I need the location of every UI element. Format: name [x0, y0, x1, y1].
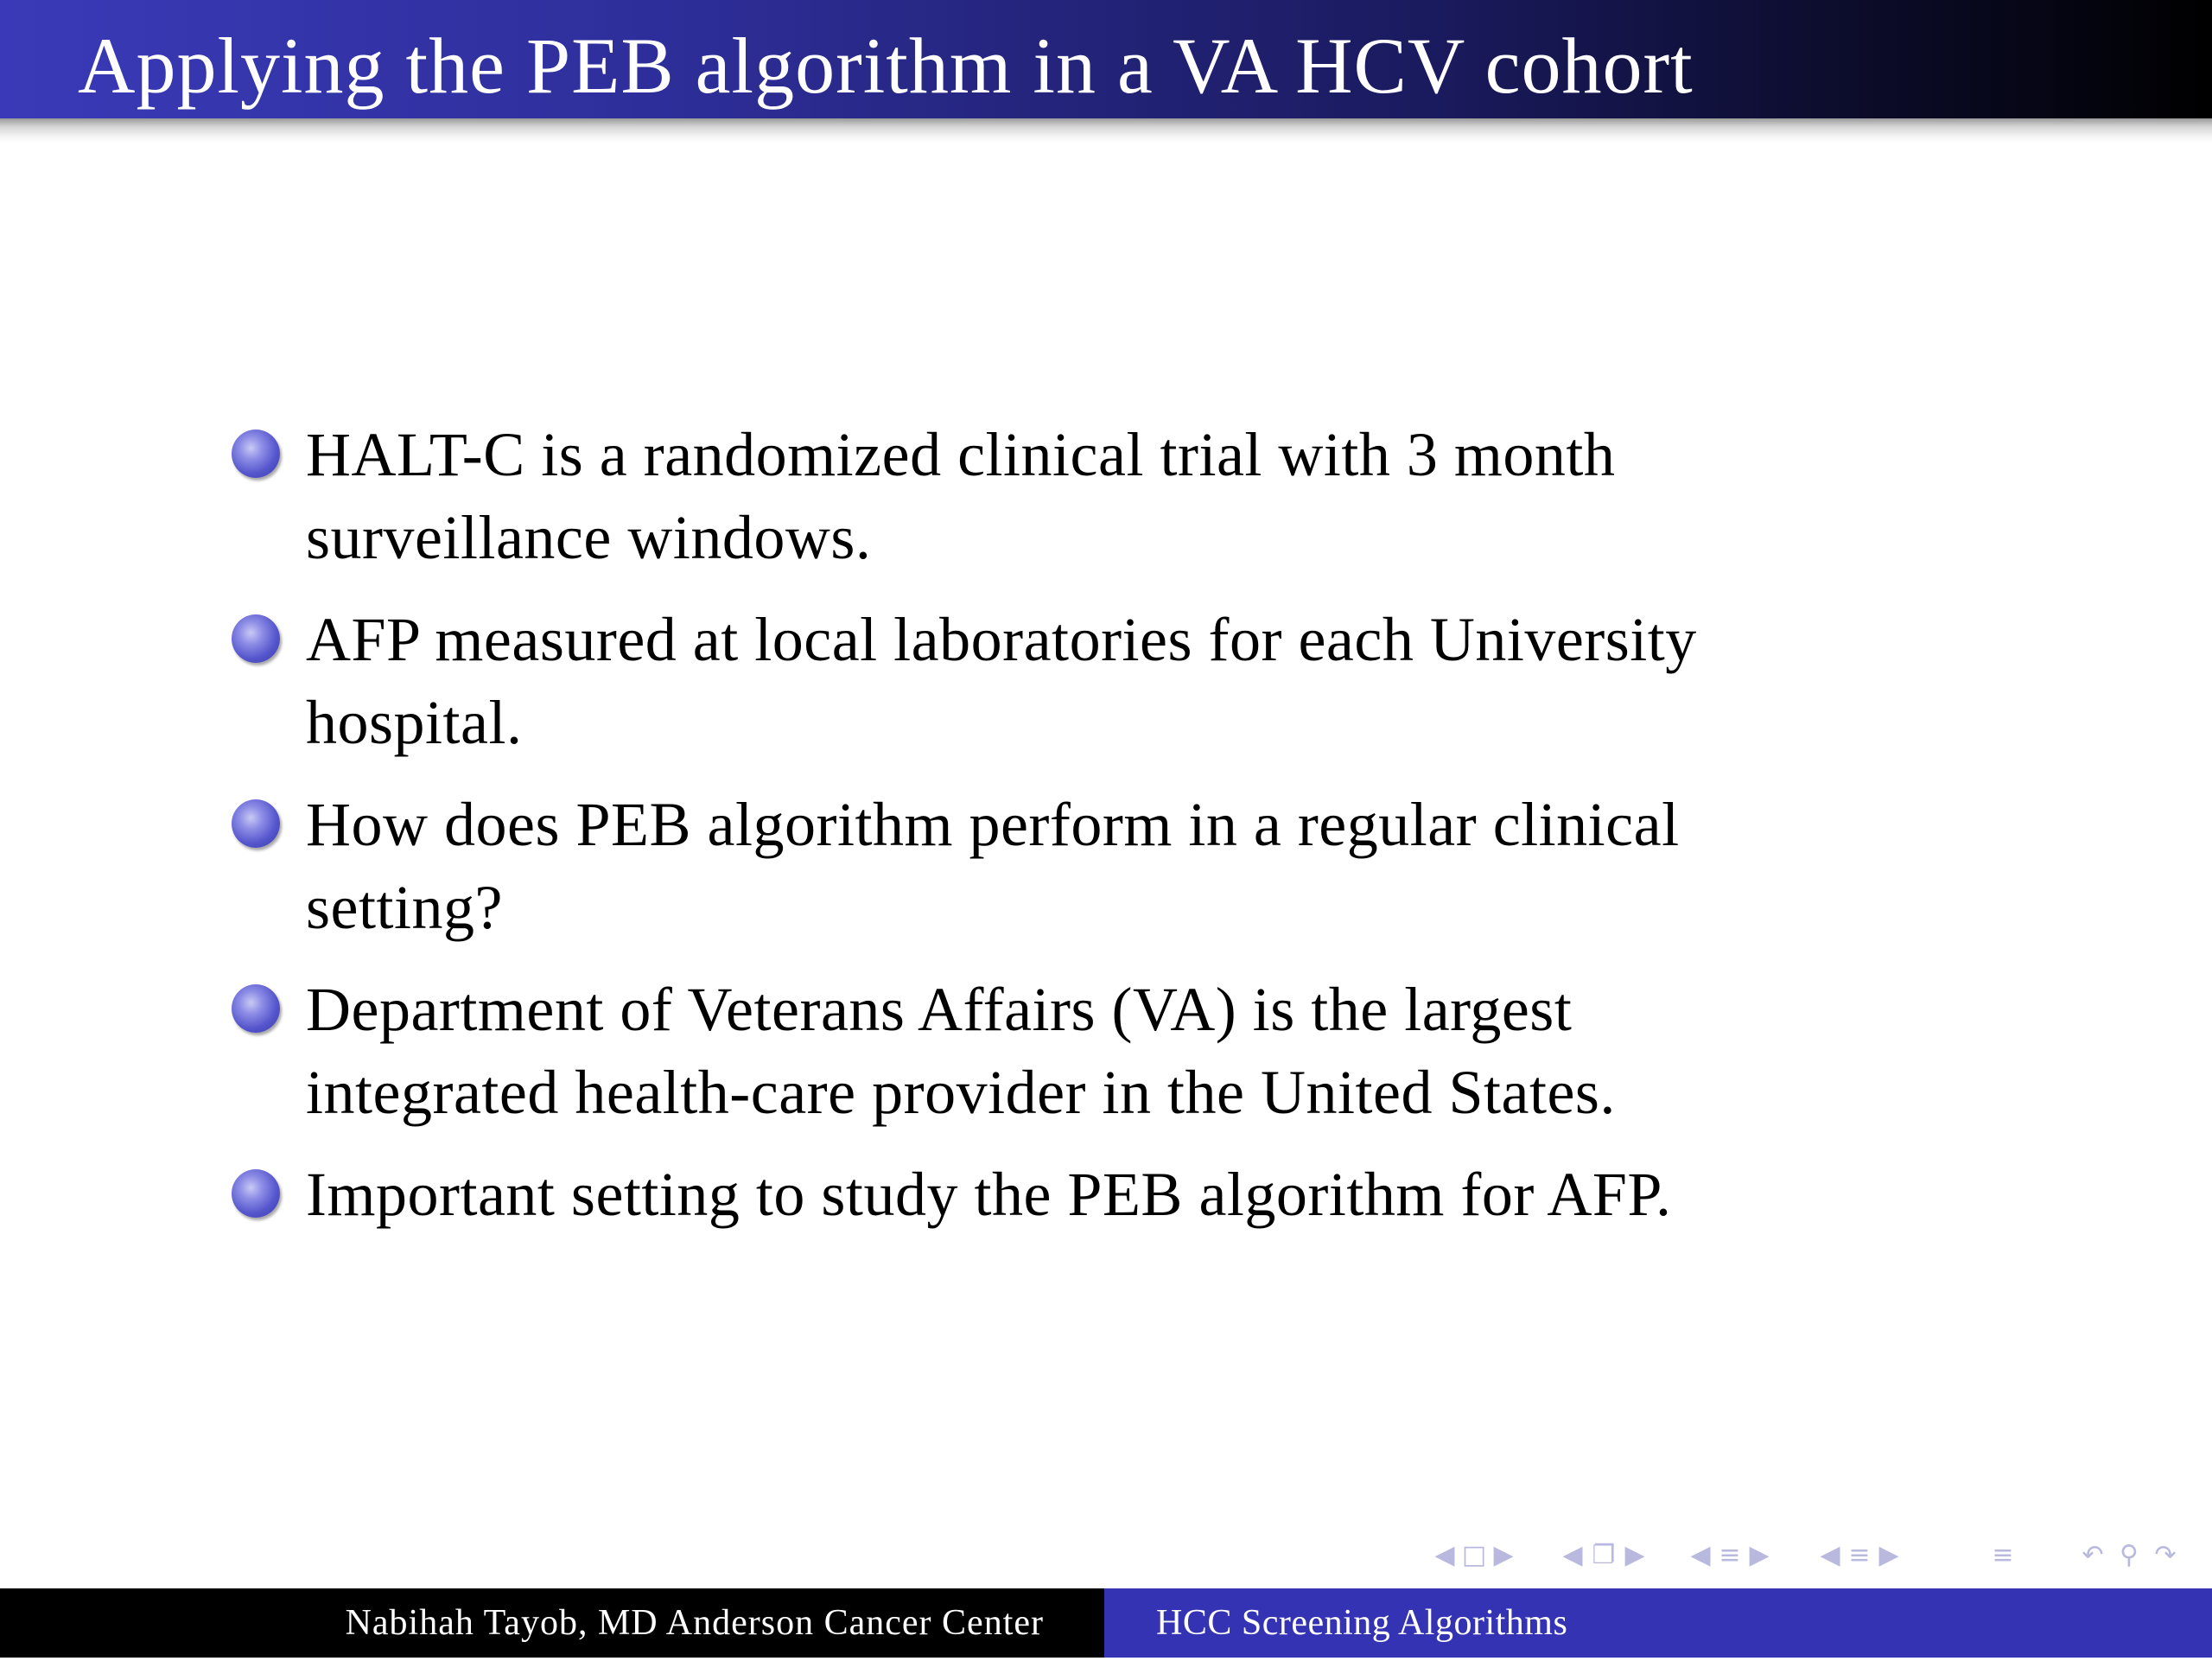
bullet-line: HALT-C is a randomized clinical trial with 3 month [306, 420, 1616, 489]
arrow-right-icon[interactable]: ▶ [1624, 1540, 1645, 1570]
redo-icon[interactable]: ↷ [2154, 1540, 2177, 1570]
bullet-icon [232, 984, 280, 1033]
slide-title: Applying the PEB algorithm in a VA HCV cohort [78, 22, 1694, 110]
footer-author-panel [0, 1588, 1104, 1658]
bullet-icon [232, 614, 280, 663]
bullet-line: surveillance windows. [306, 503, 872, 572]
subsection-icon[interactable]: ❐ [1592, 1540, 1616, 1570]
bullet-line: setting? [306, 873, 503, 942]
bullet-line: integrated health-care provider in the United States. [306, 1058, 1616, 1127]
frame-icon[interactable]: □ [1461, 1540, 1487, 1570]
arrow-left-icon[interactable]: ◀ [1690, 1540, 1711, 1570]
search-icon[interactable]: ⚲ [2120, 1540, 2139, 1570]
section-icon[interactable]: ≡ [1719, 1540, 1741, 1570]
title-bar [0, 0, 2212, 118]
arrow-right-icon[interactable]: ▶ [1493, 1540, 1514, 1570]
bullet-item [232, 413, 2012, 579]
title-shadow [0, 118, 2212, 143]
bullet-item [232, 968, 2012, 1134]
undo-icon[interactable]: ↶ [2082, 1540, 2104, 1570]
bullet-line: Department of Veterans Affairs (VA) is the largest [306, 975, 1573, 1044]
footer-short-title: HCC Screening Algorithms [1156, 1603, 1568, 1643]
outline-icon[interactable]: ≡ [1992, 1540, 2014, 1570]
footer-title-panel [1104, 1588, 2212, 1658]
arrow-left-icon[interactable]: ◀ [1820, 1540, 1840, 1570]
bullet-item [232, 598, 2012, 764]
bullet-item [232, 783, 2012, 949]
arrow-left-icon[interactable]: ◀ [1434, 1540, 1455, 1570]
arrow-left-icon[interactable]: ◀ [1562, 1540, 1583, 1570]
bullet-icon [232, 799, 280, 848]
bullet-list [232, 413, 2012, 1255]
document-icon[interactable]: ≡ [1848, 1540, 1871, 1570]
arrow-right-icon[interactable]: ▶ [1878, 1540, 1899, 1570]
bullet-line: AFP measured at local laboratories for each University [306, 605, 1697, 674]
bullet-line: hospital. [306, 688, 523, 757]
bullet-icon [232, 430, 280, 478]
bullet-line: Important setting to study the PEB algorithm for AFP. [306, 1160, 1672, 1229]
bullet-line: How does PEB algorithm perform in a regular clinical [306, 790, 1680, 859]
arrow-right-icon[interactable]: ▶ [1749, 1540, 1770, 1570]
bullet-item [232, 1153, 2012, 1236]
bullet-icon [232, 1169, 280, 1218]
footer-author: Nabihah Tayob, MD Anderson Cancer Center [345, 1603, 1044, 1643]
footer [0, 1588, 2212, 1658]
navigation-bar [1434, 1537, 2195, 1575]
